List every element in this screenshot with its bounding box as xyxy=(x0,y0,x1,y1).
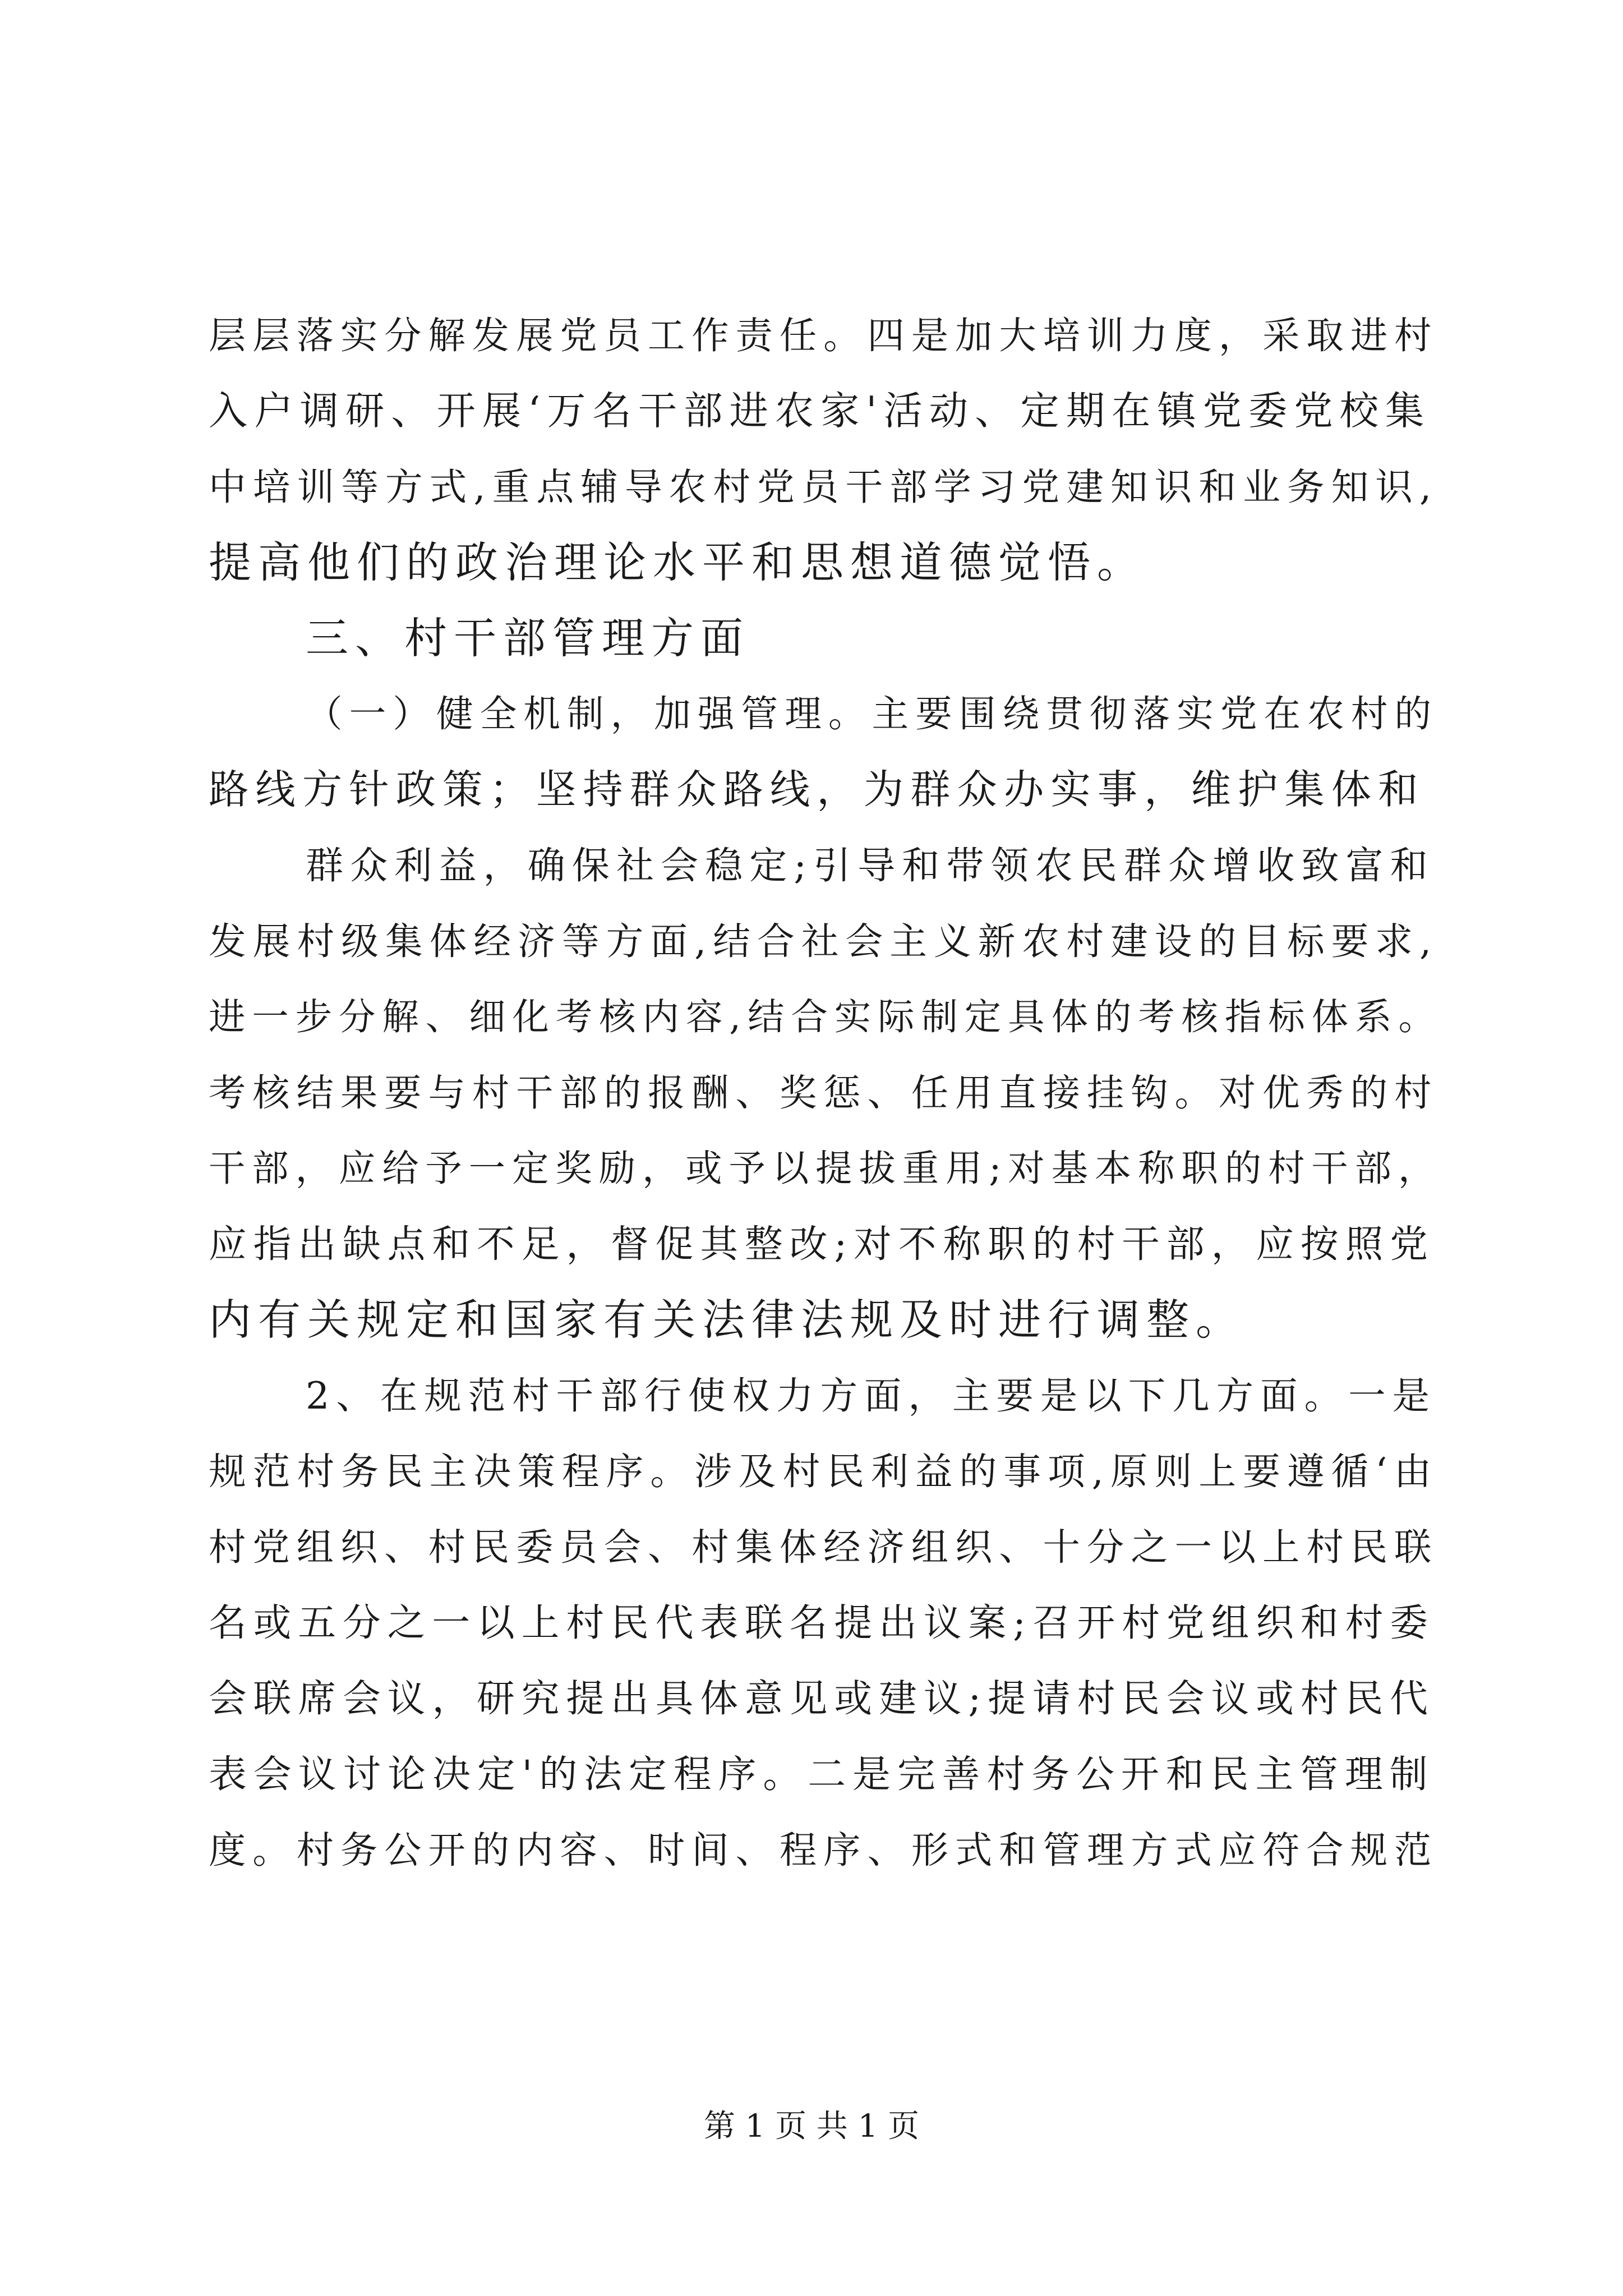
text-line-1: 层层落实分解发展党员工作责任。四是加大培训力度，采取进村 xyxy=(209,314,1438,357)
text-line-3: 中培训等方式,重点辅导农村党员干部学习党建知识和业务知识, xyxy=(209,465,1438,509)
page-number-footer: 第 1 页 共 1 页 xyxy=(703,2108,920,2145)
text-line-14: 内有关规定和国家有关法律法规及时进行调整。 xyxy=(209,1295,1245,1345)
text-line-12: 干部，应给予一定奖励，或予以提拔重用;对基本称职的村干部， xyxy=(209,1147,1442,1190)
text-line-4: 提高他们的政治理论水平和思想道德觉悟。 xyxy=(209,537,1146,587)
text-line-19: 会联席会议，研究提出具体意见或建议;提请村民会议或村民代 xyxy=(209,1676,1435,1720)
text-line-17: 村党组织、村民委员会、村集体经济组织、十分之一以上村民联 xyxy=(209,1525,1438,1569)
text-line-7: 路线方针政策；坚持群众路线，为群众办实事，维护集体和 xyxy=(209,766,1425,813)
text-line-21: 度。村务公开的内容、时间、程序、形式和管理方式应符合规范 xyxy=(209,1828,1438,1872)
text-line-9: 发展村级集体经济等方面,结合社会主义新农村建设的目标要求, xyxy=(209,919,1438,963)
section-heading: 三、村干部管理方面 xyxy=(306,613,750,663)
text-line-13: 应指出缺点和不足，督促其整改;对不称职的村干部，应按照党 xyxy=(209,1222,1435,1266)
paragraph-2-start: 2、在规范村干部行使权力方面，主要是以下几方面。一是 xyxy=(306,1374,1437,1418)
text-line-16: 规范村务民主决策程序。涉及村民利益的事项,原则上要遵循‘由 xyxy=(209,1450,1438,1493)
text-line-18: 名或五分之一以上村民代表联名提出议案;召开村党组织和村委 xyxy=(209,1600,1435,1645)
text-line-2: 入户调研、开展‘万名干部进农家'活动、定期在镇党委党校集 xyxy=(209,389,1431,434)
text-line-8: 群众利益，确保社会稳定;引导和带领农民群众增收致富和 xyxy=(306,844,1435,887)
text-line-10: 进一步分解、细化考核内容,结合实际制定具体的考核指标体系。 xyxy=(209,996,1442,1038)
text-line-20: 表会议讨论决定'的法定程序。二是完善村务公开和民主管理制 xyxy=(209,1752,1435,1796)
subsection-heading: （一）健全机制，加强管理。主要围绕贯彻落实党在农村的 xyxy=(306,693,1438,735)
text-line-11: 考核结果要与村干部的报酬、奖惩、任用直接挂钩。对优秀的村 xyxy=(209,1071,1438,1115)
